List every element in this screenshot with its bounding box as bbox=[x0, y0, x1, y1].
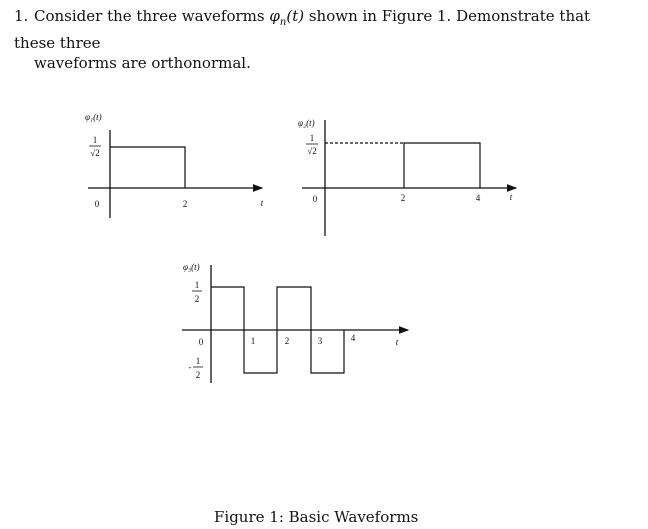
phi2-level-denominator: √2 bbox=[307, 146, 317, 156]
problem-text-part1: Consider the three waveforms bbox=[34, 7, 270, 25]
phi-symbol: φ bbox=[269, 7, 280, 25]
phi2-tick-0: 0 bbox=[312, 194, 318, 204]
phi1-level-denominator: √2 bbox=[90, 148, 100, 158]
phi3-t-label: t bbox=[395, 337, 399, 347]
phi1-tick-0: 0 bbox=[94, 199, 100, 209]
phi-subscript: n bbox=[279, 17, 287, 28]
phi1-level-numerator: 1 bbox=[92, 135, 98, 145]
phi3-neg-sign: - bbox=[188, 362, 192, 372]
phi1-ylabel: φ₁(t) bbox=[85, 112, 102, 122]
phi2-tick-4: 4 bbox=[475, 193, 481, 203]
problem-text-part2: shown in Figure 1. Demonstrate that these three bbox=[14, 7, 591, 52]
problem-text-line2: waveforms are orthonormal. bbox=[34, 54, 251, 72]
phi3-tick-2: 2 bbox=[284, 336, 290, 346]
waveform-phi3 bbox=[182, 262, 408, 383]
phi2-pulse bbox=[404, 143, 480, 188]
problem-number: 1. bbox=[14, 7, 29, 25]
phi3-neg-numerator: 1 bbox=[195, 356, 201, 366]
phi2-tick-2: 2 bbox=[400, 193, 406, 203]
phi3-tick-0: 0 bbox=[198, 337, 204, 347]
phi3-tick-4: 4 bbox=[350, 333, 356, 343]
phi3-neg-denominator: 2 bbox=[195, 370, 201, 380]
phi2-t-label: t bbox=[509, 192, 513, 202]
phi3-ylabel: φ₃(t) bbox=[183, 262, 200, 272]
phi1-t-label: t bbox=[260, 198, 264, 208]
waveform-phi1 bbox=[85, 112, 264, 218]
figure-caption: Figure 1: Basic Waveforms bbox=[214, 508, 419, 526]
waveform-phi2 bbox=[298, 118, 516, 236]
phi2-ylabel: φ₂(t) bbox=[298, 118, 315, 128]
phi3-pos-denominator: 2 bbox=[194, 294, 200, 304]
phi1-tick-2: 2 bbox=[182, 199, 188, 209]
phi2-level-numerator: 1 bbox=[309, 133, 315, 143]
phi1-pulse bbox=[110, 147, 185, 188]
phi3-tick-3: 3 bbox=[317, 336, 323, 346]
phi3-pos-numerator: 1 bbox=[194, 280, 200, 290]
phi-argument: (t) bbox=[286, 7, 305, 25]
phi3-tick-1: 1 bbox=[250, 336, 256, 346]
